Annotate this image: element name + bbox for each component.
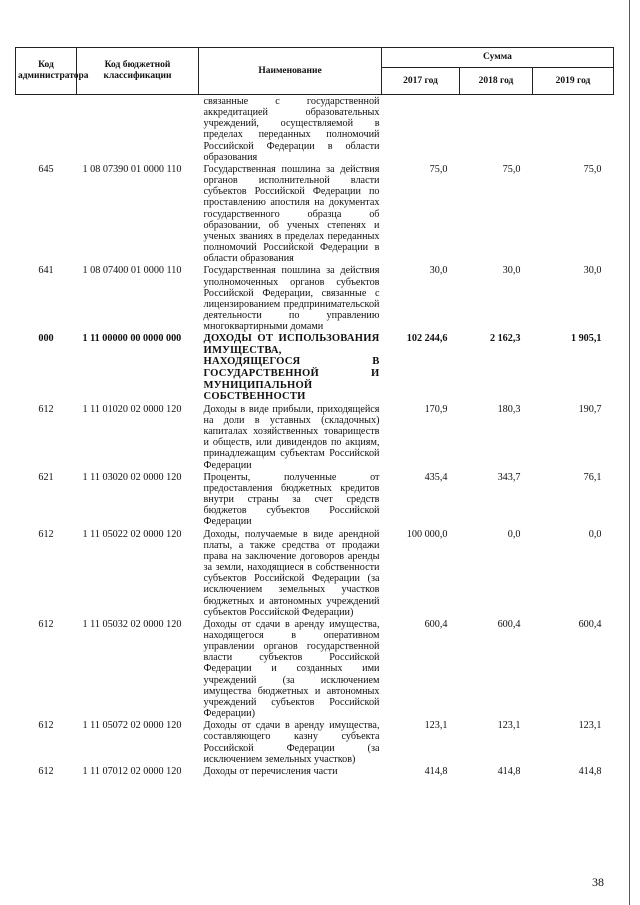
amount-2017-cell: 435,4 (424, 471, 448, 483)
admin-code-cell: 645 (38, 163, 54, 175)
amount-2018-cell: 343,7 (497, 471, 521, 483)
budget-code-cell: 1 08 07390 01 0000 110 (82, 163, 182, 175)
admin-code-cell: 612 (38, 720, 54, 732)
scan-edge-line (629, 0, 630, 905)
amount-2019-cell (533, 95, 614, 163)
table-row (16, 163, 614, 264)
amount-2017-cell: 123,1 (424, 720, 448, 732)
amount-2017-cell: 600,4 (424, 618, 448, 630)
table-row (16, 765, 614, 777)
header-admin-code: Код администратора (16, 48, 77, 95)
amount-2019-cell: 600,4 (578, 618, 602, 630)
admin-code-cell: 612 (38, 765, 54, 777)
amount-2017-cell: 30,0 (429, 265, 448, 277)
amount-2017-cell (382, 95, 460, 163)
amount-2018-cell: 75,0 (502, 163, 521, 175)
header-year-2018: 2018 год (460, 68, 533, 95)
admin-code-cell: 000 (38, 333, 54, 345)
amount-2017-cell: 100 000,0 (406, 528, 448, 540)
header-year-2017: 2017 год (382, 68, 460, 95)
table-row (16, 618, 614, 719)
name-cell: Доходы в виде прибыли, приходящейся на доли в уставных (складочных) капиталах хозяйственных товариществ и обществ, или дивидендов по акциям, принадлежащим субъектам Российской Федерации (203, 403, 380, 471)
name-cell: Проценты, полученные от предоставления бюджетных кредитов внутри страны за счет средств бюджетов субъектов Российской Федерации (203, 471, 380, 528)
name-cell: Доходы от сдачи в аренду имущества, составляющего казну субъекта Российской Федерации (за исключением земельных участков) (203, 720, 380, 765)
name-cell: Доходы от перечисления части (203, 765, 338, 777)
table-row (16, 264, 614, 332)
amount-2019-cell: 123,1 (578, 720, 602, 732)
table-row (16, 471, 614, 528)
admin-code-cell: 612 (38, 528, 54, 540)
amount-2019-cell: 190,7 (578, 403, 602, 415)
amount-2018-cell: 600,4 (497, 618, 521, 630)
name-cell: Государственная пошлина за действия уполномоченных органов субъектов Российской Федерации, связанные с лицензированием предпринимательской деятельности по управлению многоквартирными домами (203, 265, 380, 333)
amount-2019-cell: 76,1 (583, 471, 602, 483)
table-row (16, 95, 614, 163)
amount-2019-cell: 30,0 (583, 265, 602, 277)
admin-code-cell: 641 (38, 265, 54, 277)
amount-2019-cell: 1 905,1 (570, 333, 602, 345)
admin-code-cell (16, 95, 77, 163)
amount-2019-cell: 0,0 (588, 528, 602, 540)
amount-2017-cell: 414,8 (424, 765, 448, 777)
name-cell: Государственная пошлина за действия органов исполнительной власти субъектов Российской Федерации по проставлению апостиля на документах государственного образца об образовании, об ученых степенях и ученых званиях в пределах переданных полномочий Российской Федерации в области образования (203, 163, 380, 265)
amount-2017-cell: 170,9 (424, 403, 448, 415)
budget-code-cell: 1 11 05072 02 0000 120 (82, 720, 182, 732)
name-cell: ДОХОДЫ ОТ ИСПОЛЬЗОВАНИЯ ИМУЩЕСТВА, НАХОДЯЩЕГОСЯ В ГОСУДАРСТВЕННОЙ И МУНИЦИПАЛЬНОЙ СОБСТВЕННОСТИ (203, 333, 380, 403)
amount-2019-cell: 75,0 (583, 163, 602, 175)
amount-2018-cell: 180,3 (497, 403, 521, 415)
name-cell: Доходы от сдачи в аренду имущества, находящегося в оперативном управлении органов государственной власти субъектов Российской Федерации и созданных ими учреждений (за исключением имущества бюджетных и автономных учреждений субъектов Российской Федерации) (203, 618, 380, 720)
table-row (16, 719, 614, 765)
name-cell: Доходы, получаемые в виде арендной платы, а также средства от продажи права на заключение договоров аренды за земли, находящиеся в собственности субъектов Российской Федерации (за исключением земельных участков бюджетных и автономных учреждений субъектов Российской Федерации) (203, 528, 380, 618)
header-sum: Сумма (382, 48, 614, 68)
budget-code-cell: 1 08 07400 01 0000 110 (82, 265, 182, 277)
admin-code-cell: 612 (38, 403, 54, 415)
table-body (16, 95, 614, 778)
budget-code-cell: 1 11 05032 02 0000 120 (82, 618, 182, 630)
amount-2017-cell: 75,0 (429, 163, 448, 175)
amount-2018-cell: 0,0 (507, 528, 521, 540)
admin-code-cell: 612 (38, 618, 54, 630)
budget-code-cell (77, 95, 199, 163)
amount-2018-cell (460, 95, 533, 163)
amount-2018-cell: 123,1 (497, 720, 521, 732)
budget-code-cell: 1 11 07012 02 0000 120 (82, 765, 182, 777)
table-row (16, 403, 614, 471)
table-row (16, 332, 614, 403)
header-year-2019: 2019 год (533, 68, 614, 95)
amount-2019-cell: 414,8 (578, 765, 602, 777)
admin-code-cell: 621 (38, 471, 54, 483)
header-budget-code: Код бюджетной классификации (77, 48, 199, 95)
amount-2018-cell: 414,8 (497, 765, 521, 777)
amount-2018-cell: 2 162,3 (489, 333, 521, 345)
budget-code-cell: 1 11 00000 00 0000 000 (82, 333, 182, 345)
table-row (16, 528, 614, 618)
amount-2017-cell: 102 244,6 (406, 333, 448, 345)
budget-code-cell: 1 11 01020 02 0000 120 (82, 403, 182, 415)
name-cell: связанные с государственной аккредитацией образовательных учреждений, осуществляемой в пределах переданных полномочий Российской Федерации в области образования (203, 96, 380, 163)
revenue-table (15, 47, 614, 777)
page-number: 38 (592, 875, 604, 889)
header-name: Наименование (199, 48, 382, 95)
amount-2018-cell: 30,0 (502, 265, 521, 277)
budget-code-cell: 1 11 03020 02 0000 120 (82, 471, 182, 483)
budget-code-cell: 1 11 05022 02 0000 120 (82, 528, 182, 540)
